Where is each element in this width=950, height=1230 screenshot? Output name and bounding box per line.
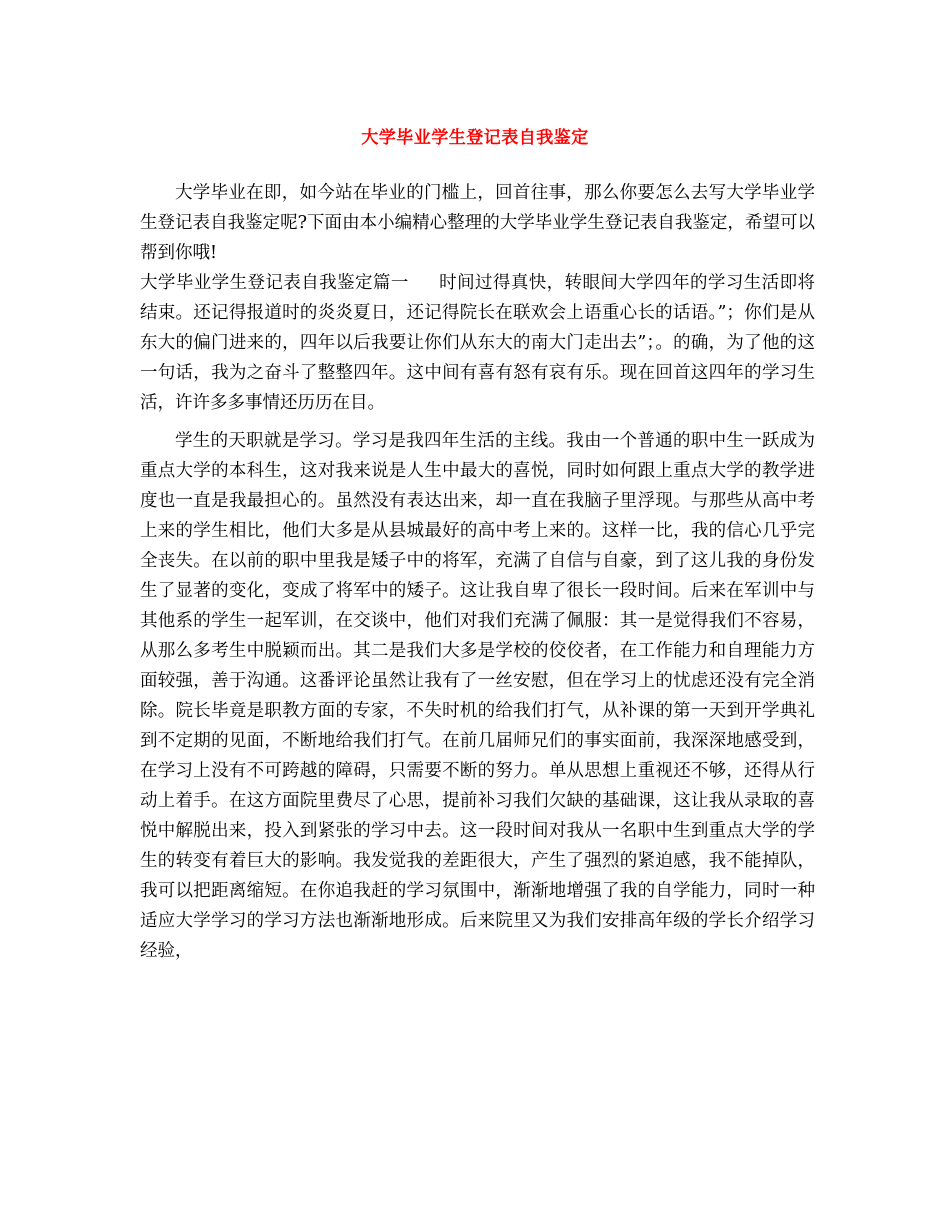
document-body <box>140 178 815 966</box>
intro-paragraph: 大学毕业在即，如今站在毕业的门槛上，回首往事，那么你要怎么去写大学毕业学生登记表自我鉴定呢?下面由本小编精心整理的大学毕业学生登记表自我鉴定，希望可以帮到你哦! <box>140 183 815 263</box>
section-heading: 大学毕业学生登记表自我鉴定篇一 <box>140 273 409 293</box>
study-paragraph: 学生的天职就是学习。学习是我四年生活的主线。我由一个普通的职中生一跃成为重点大学的本科生，这对我来说是人生中最大的喜悦，同时如何跟上重点大学的教学进度也一直是我最担心的。虽然没有表达出来，却一直在我脑子里浮现。与那些从高中考上来的学生相比，他们大多是从县城最好的高中考上来的。这样一比，我的信心几乎完全丧失。在以前的职中里我是矮子中的将军，充满了自信与自豪，到了这儿我的身份发生了显著的变化，变成了将军中的矮子。这让我自卑了很长一段时间。后来在军训中与其他系的学生一起军训，在交谈中，他们对我们充满了佩服：其一是觉得我们不容易，从那么多考生中脱颖而出。其二是我们大多是学校的佼佼者，在工作能力和自理能力方面较强，善于沟通。这番评论虽然让我有了一丝安慰，但在学习上的忧虑还没有完全消除。院长毕竟是职教方面的专家，不失时机的给我们打气，从补课的第一天到开学典礼到不定期的见面，不断地给我们打气。在前几届师兄们的事实面前，我深深地感受到，在学习上没有不可跨越的障碍，只需要不断的努力。单从思想上重视还不够，还得从行动上着手。在这方面院里费尽了心思，提前补习我们欠缺的基础课，这让我从录取的喜悦中解脱出来，投入到紧张的学习中去。这一段时间对我从一名职中生到重点大学的学生的转变有着巨大的影响。我发觉我的差距很大，产生了强烈的紧迫感，我不能掉队，我可以把距离缩短。在你追我赶的学习氛围中，渐渐地增强了我的自学能力，同时一种适应大学学习的学习方法也渐渐地形成。后来院里又为我们安排高年级的学长介绍学习经验， <box>140 431 815 961</box>
section-paragraph <box>140 268 815 418</box>
section-text: 时间过得真快，转眼间大学四年的学习生活即将结束。还记得报道时的炎炎夏日，还记得院长在联欢会上语重心长的话语。”；你们是从东大的偏门进来的，四年以后我要让你们从东大的南大门走出去”；。的确，为了他的这一句话，我为之奋斗了整整四年。这中间有喜有怒有哀有乐。现在回首这四年的学习生活，许许多多事情还历历在目。 <box>140 273 815 413</box>
document-title: 大学毕业学生登记表自我鉴定 <box>361 128 589 148</box>
